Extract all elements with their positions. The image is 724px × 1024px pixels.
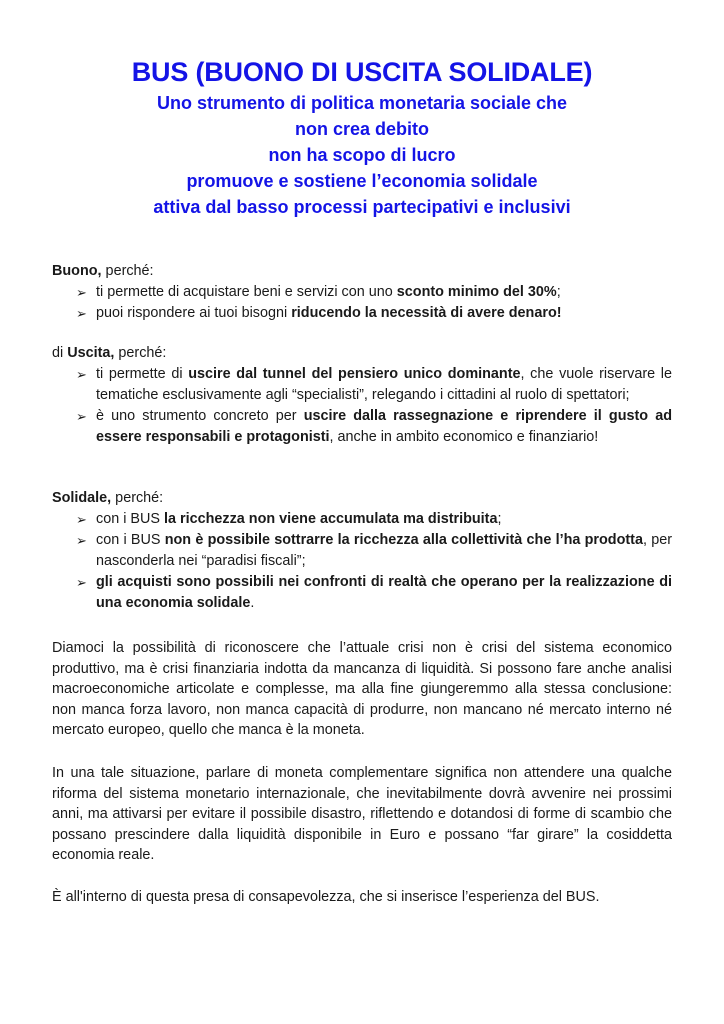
arrowhead-bullet-icon: ➢ [76, 409, 87, 424]
section-heading-rest: perché: [101, 263, 154, 279]
document-header [40, 54, 684, 220]
list-item [52, 303, 672, 324]
bullet-list [52, 282, 672, 324]
subtitle-line-4: promuove e sostiene l’economia solidale [186, 171, 538, 191]
paragraph-conclusione: È all'interno di questa presa di consapevolezza, che si inserisce l’esperienza del BUS. [52, 889, 600, 905]
section-heading [52, 261, 672, 282]
section-heading-keyword: Buono, [52, 263, 102, 279]
bullet-text-end: . [250, 595, 255, 611]
bullet-list [52, 509, 672, 614]
bullet-emphasis: riducendo la necessità di avere denaro! [291, 305, 562, 321]
list-item [52, 282, 672, 303]
subtitle-line-2: non crea debito [294, 119, 429, 139]
list-item [52, 572, 672, 614]
paragraph-moneta-complementare: In una tale situazione, parlare di moneta complementare significa non attendere una qualche riforma del sistema monetario internazionale, che inevitabilmente dovrà avvenire nei prossimi anni, ma attivarsi per evitare il possibile disastro, riflettendo e dotandosi di forme di scambio che possano prescindere dalla liquidità disponibile in Euro e possano “far girare” la cosiddetta economia reale. [52, 765, 672, 864]
section-heading [52, 488, 672, 509]
list-item [52, 509, 672, 530]
list-item [52, 406, 672, 448]
subtitle-line-5: attiva dal basso processi partecipativi e inclusivi [153, 197, 571, 217]
bullet-text: con i BUS [96, 511, 164, 527]
paragraph-crisi: Diamoci la possibilità di riconoscere che l’attuale crisi non è crisi del sistema economico produttivo, ma è crisi finanziaria indotta da mancanza di liquidità. Si possono fare anche analisi macroeconomiche articolate e complesse, ma alla fine giungeremmo alla stessa conclusione: non manca forza lavoro, non manca capacità di produrre, non mancano né mercato interno né mercato europeo, quello che manca è la moneta. [52, 640, 672, 739]
bullet-text-end: , anche in ambito economico e finanziario! [329, 429, 599, 445]
section-heading-keyword: Uscita, [67, 345, 115, 361]
section-buono [52, 261, 672, 324]
bullet-list [52, 364, 672, 448]
bullet-text-end: ; [556, 284, 561, 300]
bullet-emphasis: uscire dalla rassegnazione e riprendere il gusto ad essere responsabili e protagonisti [96, 408, 673, 445]
section-uscita [52, 343, 672, 448]
arrowhead-bullet-icon: ➢ [76, 575, 87, 590]
arrowhead-bullet-icon: ➢ [76, 533, 87, 548]
arrowhead-bullet-icon: ➢ [76, 306, 87, 321]
arrowhead-bullet-icon: ➢ [76, 367, 87, 382]
section-solidale [52, 488, 672, 614]
section-heading-prefix: di [52, 345, 68, 361]
bullet-text: con i BUS [96, 532, 165, 548]
bullet-text-end: , per nasconderla nei “paradisi fiscali”; [96, 532, 673, 569]
subtitle-line-3: non ha scopo di lucro [268, 145, 456, 165]
bullet-text: è uno strumento concreto per [96, 408, 304, 424]
bullet-text-end: ; [497, 511, 502, 527]
bullet-text: ti permette di acquistare beni e servizi con uno [96, 284, 397, 300]
arrowhead-bullet-icon: ➢ [76, 285, 87, 300]
list-item [52, 364, 672, 406]
section-heading-keyword: Solidale, [52, 490, 112, 506]
bullet-emphasis: sconto minimo del 30% [396, 284, 557, 300]
bullet-text-end: , che vuole riservare le tematiche esclusivamente agli “specialisti”, relegando i cittadini al ruolo di spettatori; [96, 366, 672, 403]
list-item [52, 530, 672, 572]
bullet-emphasis: uscire dal tunnel del pensiero unico dominante [188, 366, 521, 382]
bullet-text: ti permette di [96, 366, 189, 382]
section-heading-rest: perché: [111, 490, 164, 506]
bullet-text: puoi rispondere ai tuoi bisogni [96, 305, 292, 321]
subtitle-line-1: Uno strumento di politica monetaria sociale che [156, 93, 568, 113]
bullet-emphasis: gli acquisti sono possibili nei confronti di realtà che operano per la realizzazione di una economia solidale [96, 574, 672, 611]
document-title: BUS (BUONO DI USCITA SOLIDALE) [131, 57, 593, 87]
bullet-emphasis: non è possibile sottrarre la ricchezza alla collettività che l’ha prodotta [164, 532, 643, 548]
section-heading-rest: perché: [114, 345, 167, 361]
bullet-emphasis: la ricchezza non viene accumulata ma distribuita [163, 511, 498, 527]
arrowhead-bullet-icon: ➢ [76, 512, 87, 527]
section-heading [52, 343, 672, 364]
